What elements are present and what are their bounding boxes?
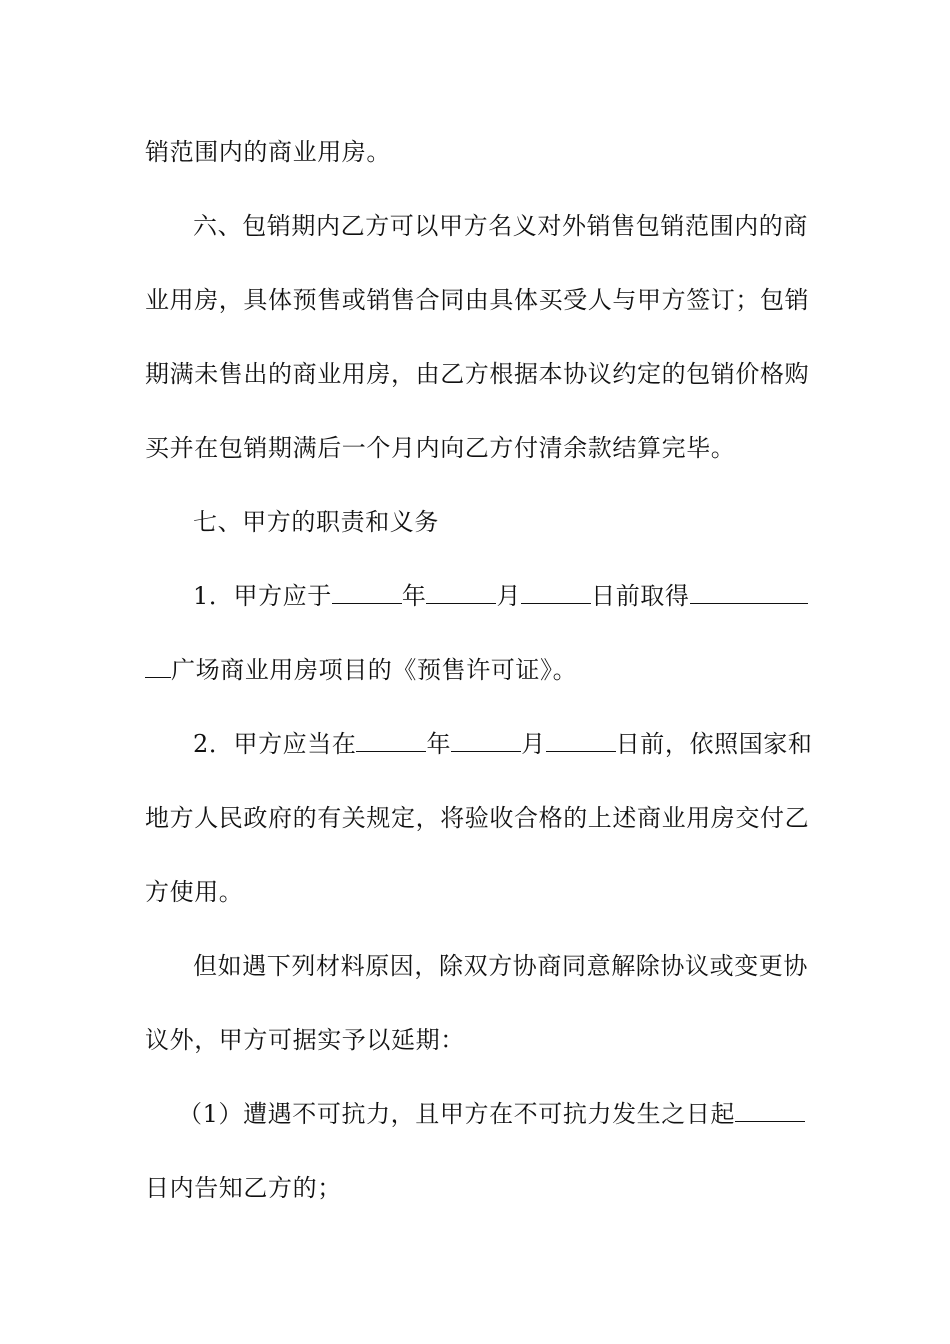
paragraph-line: 方使用。 <box>145 878 244 906</box>
paragraph-line: 期满未售出的商业用房，由乙方根据本协议约定的包销价格购 <box>145 360 810 388</box>
paragraph-line: 日内告知乙方的； <box>145 1174 342 1202</box>
blank-day[interactable] <box>521 581 591 604</box>
paragraph-line: 业用房，具体预售或销售合同由具体买受人与甲方签订；包销 <box>145 286 810 314</box>
paragraph-line: 地方人民政府的有关规定，将验收合格的上述商业用房交付乙 <box>145 804 810 832</box>
blank-month[interactable] <box>451 729 521 752</box>
section-heading: 七、甲方的职责和义务 <box>193 508 439 536</box>
blank-project-name-cont[interactable] <box>145 655 171 678</box>
paragraph-line: 买并在包销期满后一个月内向乙方付清余款结算完毕。 <box>145 434 736 462</box>
clause-1-line-1 <box>193 581 808 611</box>
paragraph-line: 六、包销期内乙方可以甲方名义对外销售包销范围内的商 <box>193 212 808 240</box>
blank-year[interactable] <box>332 581 402 604</box>
paragraph-line: 议外，甲方可据实予以延期： <box>145 1026 465 1054</box>
day-label: 日前，依照国家和 <box>615 730 813 758</box>
month-label: 月 <box>496 582 522 610</box>
year-label: 年 <box>426 730 452 758</box>
paragraph-line: 销范围内的商业用房。 <box>145 138 391 166</box>
blank-days[interactable] <box>735 1099 805 1122</box>
clause-1-line-2 <box>145 655 577 685</box>
paragraph-line: 但如遇下列材料原因，除双方协商同意解除协议或变更协 <box>193 952 808 980</box>
clause-1-suffix: 广场商业用房项目的《预售许可证》。 <box>171 656 578 684</box>
month-label: 月 <box>521 730 546 758</box>
item-1-line-1 <box>178 1099 805 1129</box>
clause-1-prefix: 1．甲方应于 <box>193 582 332 610</box>
year-label: 年 <box>401 582 427 610</box>
day-label: 日前取得 <box>591 582 690 610</box>
blank-project-name[interactable] <box>690 581 808 604</box>
clause-2-prefix: 2．甲方应当在 <box>193 730 357 758</box>
clause-2-line-1 <box>193 729 813 759</box>
blank-month[interactable] <box>426 581 496 604</box>
blank-year[interactable] <box>356 729 426 752</box>
blank-day[interactable] <box>546 729 616 752</box>
item-1-text: （1）遭遇不可抗力，且甲方在不可抗力发生之日起 <box>178 1100 736 1128</box>
